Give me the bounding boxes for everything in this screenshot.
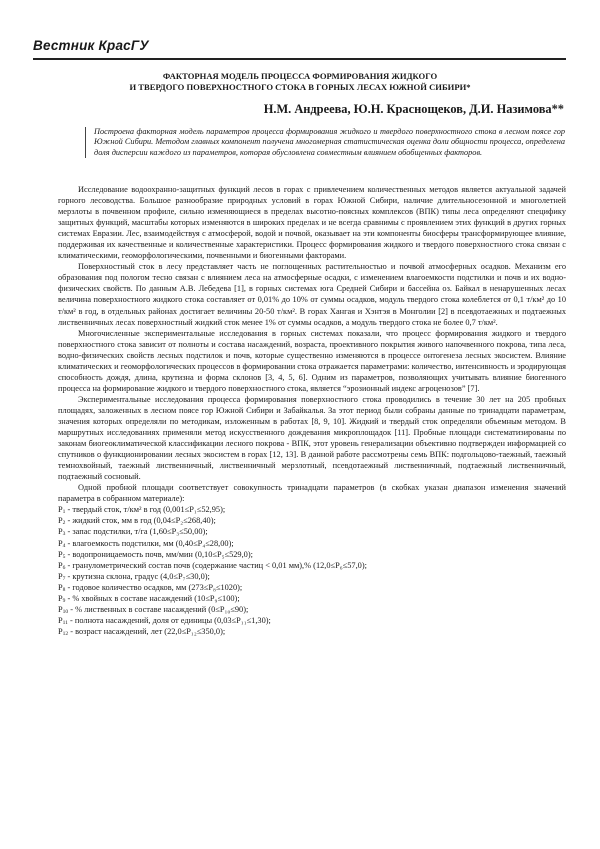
parameter-item: $P_5$ - водопроницаемость почв, мм/мин (0,10≤P₅≤529,0);	[58, 549, 253, 560]
parameter-item: $P_8$ - годовое количество осадков, мм (273≤P₈≤1020);	[58, 582, 243, 593]
article-authors: Н.М. Андреева, Ю.Н. Краснощеков, Д.И. Назимова**	[263, 102, 564, 116]
header-rule	[33, 58, 566, 60]
parameter-item: $P_7$ - крутизна склона, градус (4,0≤P₇≤30,0);	[58, 571, 210, 582]
parameter-item: $P_1$ - твердый сток, т/км² в год (0,001≤P₁≤52,95);	[58, 505, 226, 516]
title-line-1: ФАКТОРНАЯ МОДЕЛЬ ПРОЦЕССА ФОРМИРОВАНИЯ ЖИДКОГО	[162, 71, 438, 81]
parameter-item: $P_{10}$ - % лиственных в составе насаждений (0≤P₁₀≤90);	[58, 604, 249, 615]
parameter-item: $P_3$ - запас подстилки, т/га (1,60≤P₃≤50,00);	[58, 527, 208, 538]
paragraph: Поверхностный сток в лесу представляет часть не поглощенных растительностью и почвой атмосферных осадков. Механизм его образования под пологом тесно связан с влиянием леса на атмосферные осадки, с изменением влагоемкости подстилки и почв и их водно-физических свойств. По данным А.В. Лебедева [1], в горных системах юга Средней Сибири и бассейна оз. Байкал в ненарушенных лесах величина поверхностного жидкого стока составляет от 0,01% до 10% от суммы осадков, модуль твердого стока колеблется от 0,1 т/км² до 10 т/км² в год, в отдельных районах достигает величины 20-50 т/км². В горах Хангая и Хэнтэя в Монголии [2] в псевдотаежных и подтаежных лиственничных лесах поверхностный жидкий сток менее 1% от суммы осадков, а модуль твердого стока не более 0,7 т/км².	[58, 262, 566, 327]
paragraph: Экспериментальные исследования процесса формирования поверхностного стока проводились в течение 30 лет на 205 пробных площадях, заложенных в лесном поясе гор Южной Сибири и Забайкалья. За этот период были собраны данные по тринадцати параметрам, значения которых определяли по методикам, изложенным в работах [8, 9, 10]. Жидкий и твердый сток определяли объемным методом. В маршрутных исследованиях применяли метод искусственного дождевания микроплощадок [11]. Пробные площади систематизированы по законам биогеоклиматической классификации лесного покрова - ВПК, этот уровень генерализации объективно подтвержден информацией со спутников о функционировании лесных экосистем в горах [12, 13]. В данной работе рассмотрены семь ВПК: подгольцово-таежный, таежный темнохвойный, таежный лиственничный, лиственничный мерзлотный, псевдотаежный лиственничный, подтаежный лиственничный, подтаежный сосновый.	[58, 394, 566, 482]
paragraph: Исследование водоохранно-защитных функций лесов в горах с привлечением количественных методов является актуальной задачей горного лесоводства. Большое разнообразие природных условий в горах Южной Сибири, наличие длительносезонной и многолетней мерзлоты в почвенном профиле, сильно изменяющиеся в пределах высотно-поясных комплексов (ВПК) типы леса определяют специфику защитных функций, масштабы которых изменяются в широких пределах и не всегда сравнимы с проявлением этих функций в других горных системах Евразии. Лес, взаимодействуя с атмосферой, водой и почвой, оказывает на эти компоненты биосферы трансформирующее влияние, поддерживая их качественные и количественные характеристики. Процесс формирования жидкого и твердого поверхностного стока связан с климатическими, геоморфологическими, почвенными и биогенными факторами.	[58, 185, 566, 261]
abstract: Построена факторная модель параметров процесса формирования жидкого и твердого поверхностного стока в лесном поясе гор Южной Сибири. Методом главных компонент получена многомерная статистическая оценка доли общности процесса, определена доля дисперсии каждого из параметров, которая обусловлена совместным влиянием обобщенных факторов.	[85, 127, 565, 158]
parameter-item: $P_6$ - гранулометрический состав почв (содержание частиц < 0,01 мм),% (12,0≤P₆≤57,0);	[58, 560, 367, 571]
parameter-list	[58, 504, 566, 637]
journal-name: Вестник КрасГУ	[33, 38, 149, 53]
article-body	[58, 184, 566, 637]
paragraph: Одной пробной площади соответствует совокупность тринадцати параметров (в скобках указан диапазон изменения значений параметра в собранном материале):	[58, 483, 566, 504]
parameter-item: $P_2$ - жидкий сток, мм в год (0,04≤P₂≤268,40);	[58, 516, 216, 527]
article-title	[60, 71, 540, 93]
parameter-item: $P_4$ - влагоемкость подстилки, мм (0,40≤P₄≤28,00);	[58, 538, 234, 549]
title-line-2: И ТВЕРДОГО ПОВЕРХНОСТНОГО СТОКА В ГОРНЫХ ЛЕСАХ ЮЖНОЙ СИБИРИ*	[129, 82, 471, 92]
parameter-item: $P_9$ - % хвойных в составе насаждений (10≤P₉≤100);	[58, 593, 240, 604]
parameter-item: $P_{11}$ - полнота насаждений, доля от единицы (0,03≤P₁₁≤1,30);	[58, 615, 271, 626]
paragraph: Многочисленные экспериментальные исследования в горных системах показали, что процесс формирования жидкого и твердого поверхностного стока зависит от полноты и состава насаждений, возраста, проективного покрытия живого напочвенного покрова, типа леса, водно-физических свойств лесных подстилок и почв, которые существенно изменяются в процессе онтогенеза лесных экосистем. Влияние климатических и геоморфологических процессов в формировании стока отражается параметрами: количество, интенсивность и эродирующая способность дождя, длина, крутизна и форма склонов [3, 4, 5, 6]. Одним из параметров, позволяющих учитывать влияние биогенного процесса на формирование жидкого и твердого поверхностного стока, является “эрозионный индекс агроценозов” [7].	[58, 328, 566, 393]
parameter-item: $P_{12}$ - возраст насаждений, лет (22,0≤P₁₂≤350,0);	[58, 626, 226, 637]
